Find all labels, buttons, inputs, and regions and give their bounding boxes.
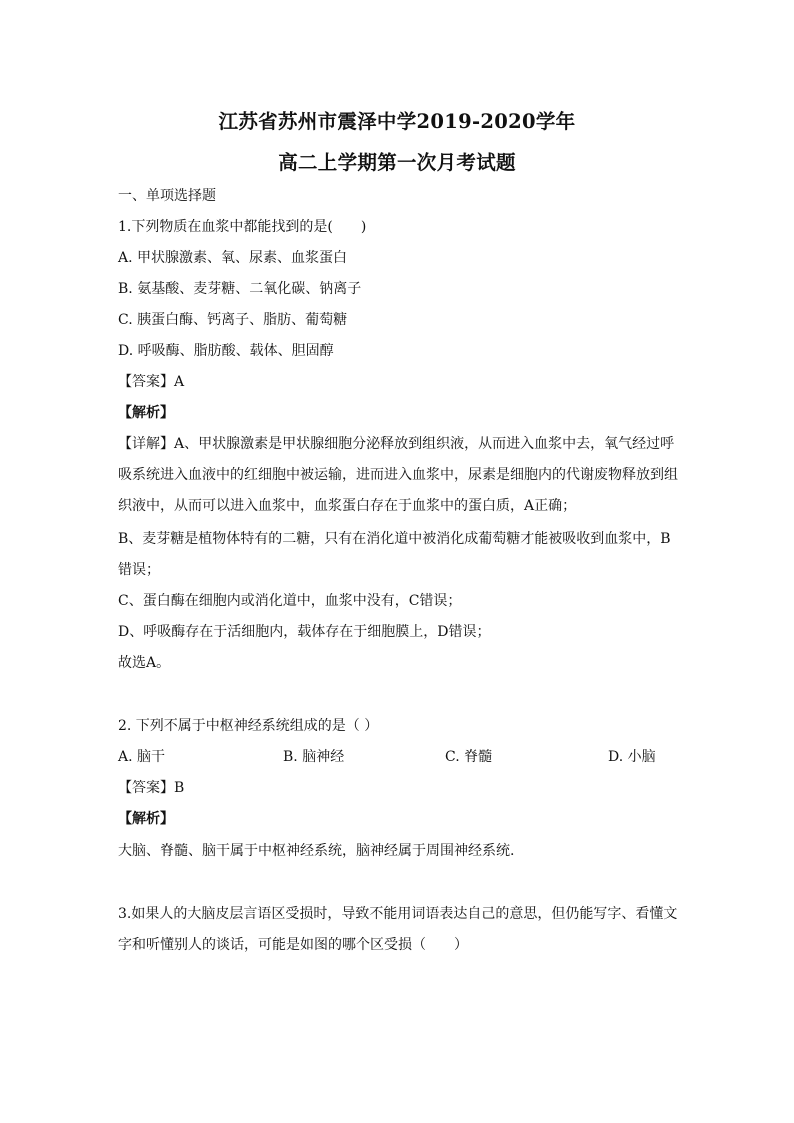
question-1-answer: 【答案】A: [118, 374, 185, 390]
question-1-explanation-line: 错误；: [118, 562, 160, 578]
question-1-analysis-heading: 【解析】: [118, 405, 174, 421]
question-2-stem: 2. 下列不属于中枢神经系统组成的是（ ）: [118, 718, 379, 734]
question-2-explanation: 大脑、脊髓、脑干属于中枢神经系统，脑神经属于周围神经系统.: [118, 843, 515, 859]
document-title-line2: 高二上学期第一次月考试题: [278, 151, 516, 174]
question-1-explanation-line: 织液中，从而可以进入血浆中，血浆蛋白存在于血浆中的蛋白质，A正确；: [118, 498, 577, 514]
question-1-stem: 1.下列物质在血浆中都能找到的是( ): [118, 219, 367, 235]
question-1-option-a: A. 甲状腺激素、氧、尿素、血浆蛋白: [118, 250, 348, 266]
question-2-analysis-heading: 【解析】: [118, 811, 174, 827]
question-1-option-d: D. 呼吸酶、脂肪酸、载体、胆固醇: [118, 343, 334, 359]
question-1-explanation-line: B、麦芽糖是植物体特有的二糖，只有在消化道中被消化成葡萄糖才能被吸收到血浆中，B: [118, 531, 671, 547]
document-title-line1: 江苏省苏州市震泽中学2019-2020学年: [218, 110, 576, 133]
question-1-explanation-line: 故选A。: [118, 655, 171, 671]
question-3-stem-line1: 3.如果人的大脑皮层言语区受损时，导致不能用词语表达自己的意思，但仍能写字、看懂文: [118, 906, 678, 922]
question-1-option-c: C. 胰蛋白酶、钙离子、脂肪、葡萄糖: [118, 312, 348, 328]
question-1-explanation-line: C、蛋白酶在细胞内或消化道中，血浆中没有，C错误；: [118, 593, 462, 609]
question-1-option-b: B. 氨基酸、麦芽糖、二氧化碳、钠离子: [118, 281, 362, 297]
section-heading: 一、单项选择题: [118, 188, 216, 204]
question-2-answer: 【答案】B: [118, 780, 185, 796]
question-2-option-a: A. 脑干: [118, 749, 166, 765]
question-1-explanation-line: D、呼吸酶存在于活细胞内，载体存在于细胞膜上，D错误；: [118, 624, 491, 640]
question-1-explanation-line: 【详解】A、甲状腺激素是甲状腺细胞分泌释放到组织液，从而进入血浆中去，氧气经过呼: [118, 436, 675, 452]
question-2-option-c: C. 脊髓: [445, 749, 493, 765]
question-2-option-b: B. 脑神经: [283, 749, 345, 765]
question-1-explanation-line: 吸系统进入血液中的红细胞中被运输，进而进入血浆中，尿素是细胞内的代谢废物释放到组: [118, 467, 678, 483]
question-3-stem-line2: 字和听懂别人的谈话，可能是如图的哪个区受损（ ）: [118, 937, 468, 953]
question-2-option-d: D. 小脑: [608, 749, 656, 765]
